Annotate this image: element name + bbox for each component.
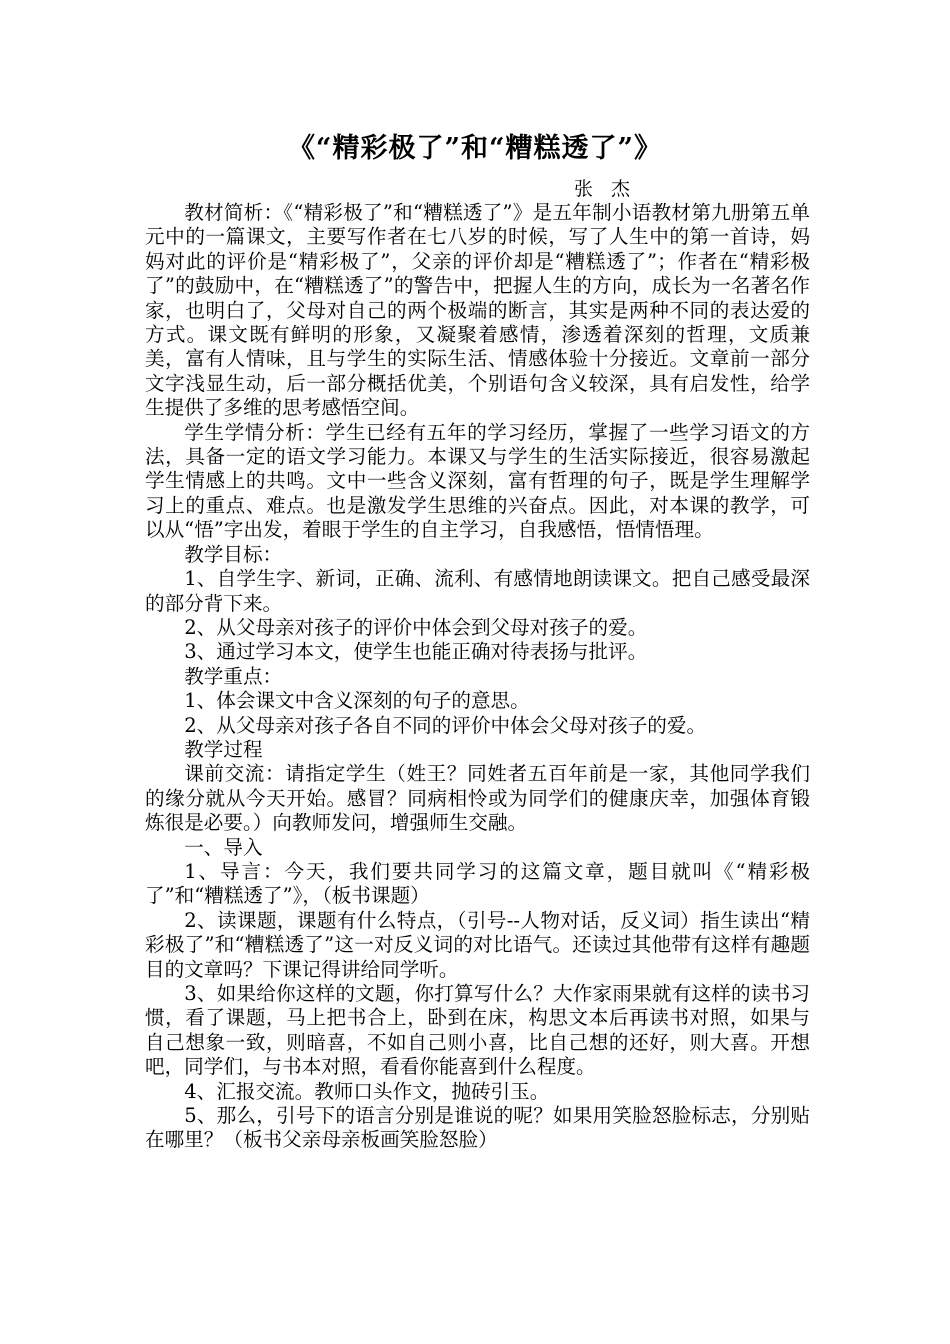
list-item-intro-2: 2、读课题，课题有什么特点，（引号--人物对话，反义词）指生读出“精彩极了”和“糟糕透了”这一对反义词的对比语气。还读过其他带有这样有趣题目的文章吗？下课记得讲给同学听。 (145, 908, 810, 981)
paragraph-textbook-analysis: 教材简析：《“精彩极了”和“糟糕透了”》是五年制小语教材第九册第五单元中的一篇课文，主要写作者在七八岁的时候，写了人生中的第一首诗，妈妈对此的评价是“精彩极了”，父亲的评价却是“糟糕透了”；作者在“精彩极了”的鼓励中，在“糟糕透了”的警告中，把握人生的方向，成长为一名著名作家，也明白了，父母对自己的两个极端的断言，其实是两种不同的表达爱的方式。课文既有鲜明的形象，又凝聚着感情，渗透着深刻的哲理，文质兼美，富有人情味，且与学生的实际生活、情感体验十分接近。文章前一部分文字浅显生动，后一部分概括优美，个别语句含义较深，具有启发性，给学生提供了多维的思考感悟空间。 (145, 201, 810, 420)
document-title: 《“精彩极了”和“糟糕透了”》 (287, 133, 663, 164)
heading-introduction: 一、导入 (184, 835, 263, 859)
heading-teaching-goals: 教学目标： (184, 542, 283, 566)
list-item-intro-4: 4、汇报交流。教师口头作文，抛砖引玉。 (184, 1079, 550, 1103)
list-item-goal-2: 2、从父母亲对孩子的评价中体会到父母对孩子的爱。 (184, 615, 648, 639)
list-item-intro-1: 1、导言：今天，我们要共同学习的这篇文章，题目就叫《“精彩极了”和“糟糕透了”》，（板书课题） (145, 859, 810, 908)
list-item-focus-2: 2、从父母亲对孩子各自不同的评价中体会父母对孩子的爱。 (184, 713, 707, 737)
heading-teaching-focus: 教学重点： (184, 664, 283, 688)
list-item-goal-1: 1、自学生字、新词，正确、流利、有感情地朗读课文。把自己感受最深的部分背下来。 (145, 567, 810, 615)
paragraph-pre-class-exchange: 课前交流：请指定学生（姓王？同姓者五百年前是一家，其他同学我们的缘分就从今天开始。感冒？同病相怜或为同学们的健康庆幸，加强体育锻炼很是必要。）向教师发问，增强师生交融。 (145, 762, 810, 835)
list-item-goal-3: 3、通过学习本文，使学生也能正确对待表扬与批评。 (184, 640, 648, 664)
document-body (145, 201, 810, 1153)
list-item-intro-5: 5、那么，引号下的语言分别是谁说的呢？如果用笑脸怒脸标志，分别贴在哪里？（板书父亲母亲板画笑脸怒脸） (145, 1104, 810, 1152)
list-item-focus-1: 1、体会课文中含义深刻的句子的意思。 (184, 689, 530, 713)
author-name: 张 杰 (574, 178, 637, 200)
list-item-intro-3: 3、如果给你这样的文题，你打算写什么？大作家雨果就有这样的读书习惯，看了课题，马上把书合上，卧到在床，构思文本后再读书对照，如果与自己想象一致，则暗喜，不如自己则小喜，比自己想的还好，则大喜。开想吧，同学们，与书本对照，看看你能喜到什么程度。 (145, 982, 810, 1079)
paragraph-student-analysis: 学生学情分析：学生已经有五年的学习经历，掌握了一些学习语文的方法，具备一定的语文学习能力。本课又与学生的生活实际接近，很容易激起学生情感上的共鸣。文中一些含义深刻，富有哲理的句子，既是学生理解学习上的重点、难点。也是激发学生思维的兴奋点。因此，对本课的教学，可以从“悟”字出发，着眼于学生的自主学习，自我感悟，悟情悟理。 (145, 420, 810, 542)
heading-teaching-process: 教学过程 (184, 737, 263, 761)
